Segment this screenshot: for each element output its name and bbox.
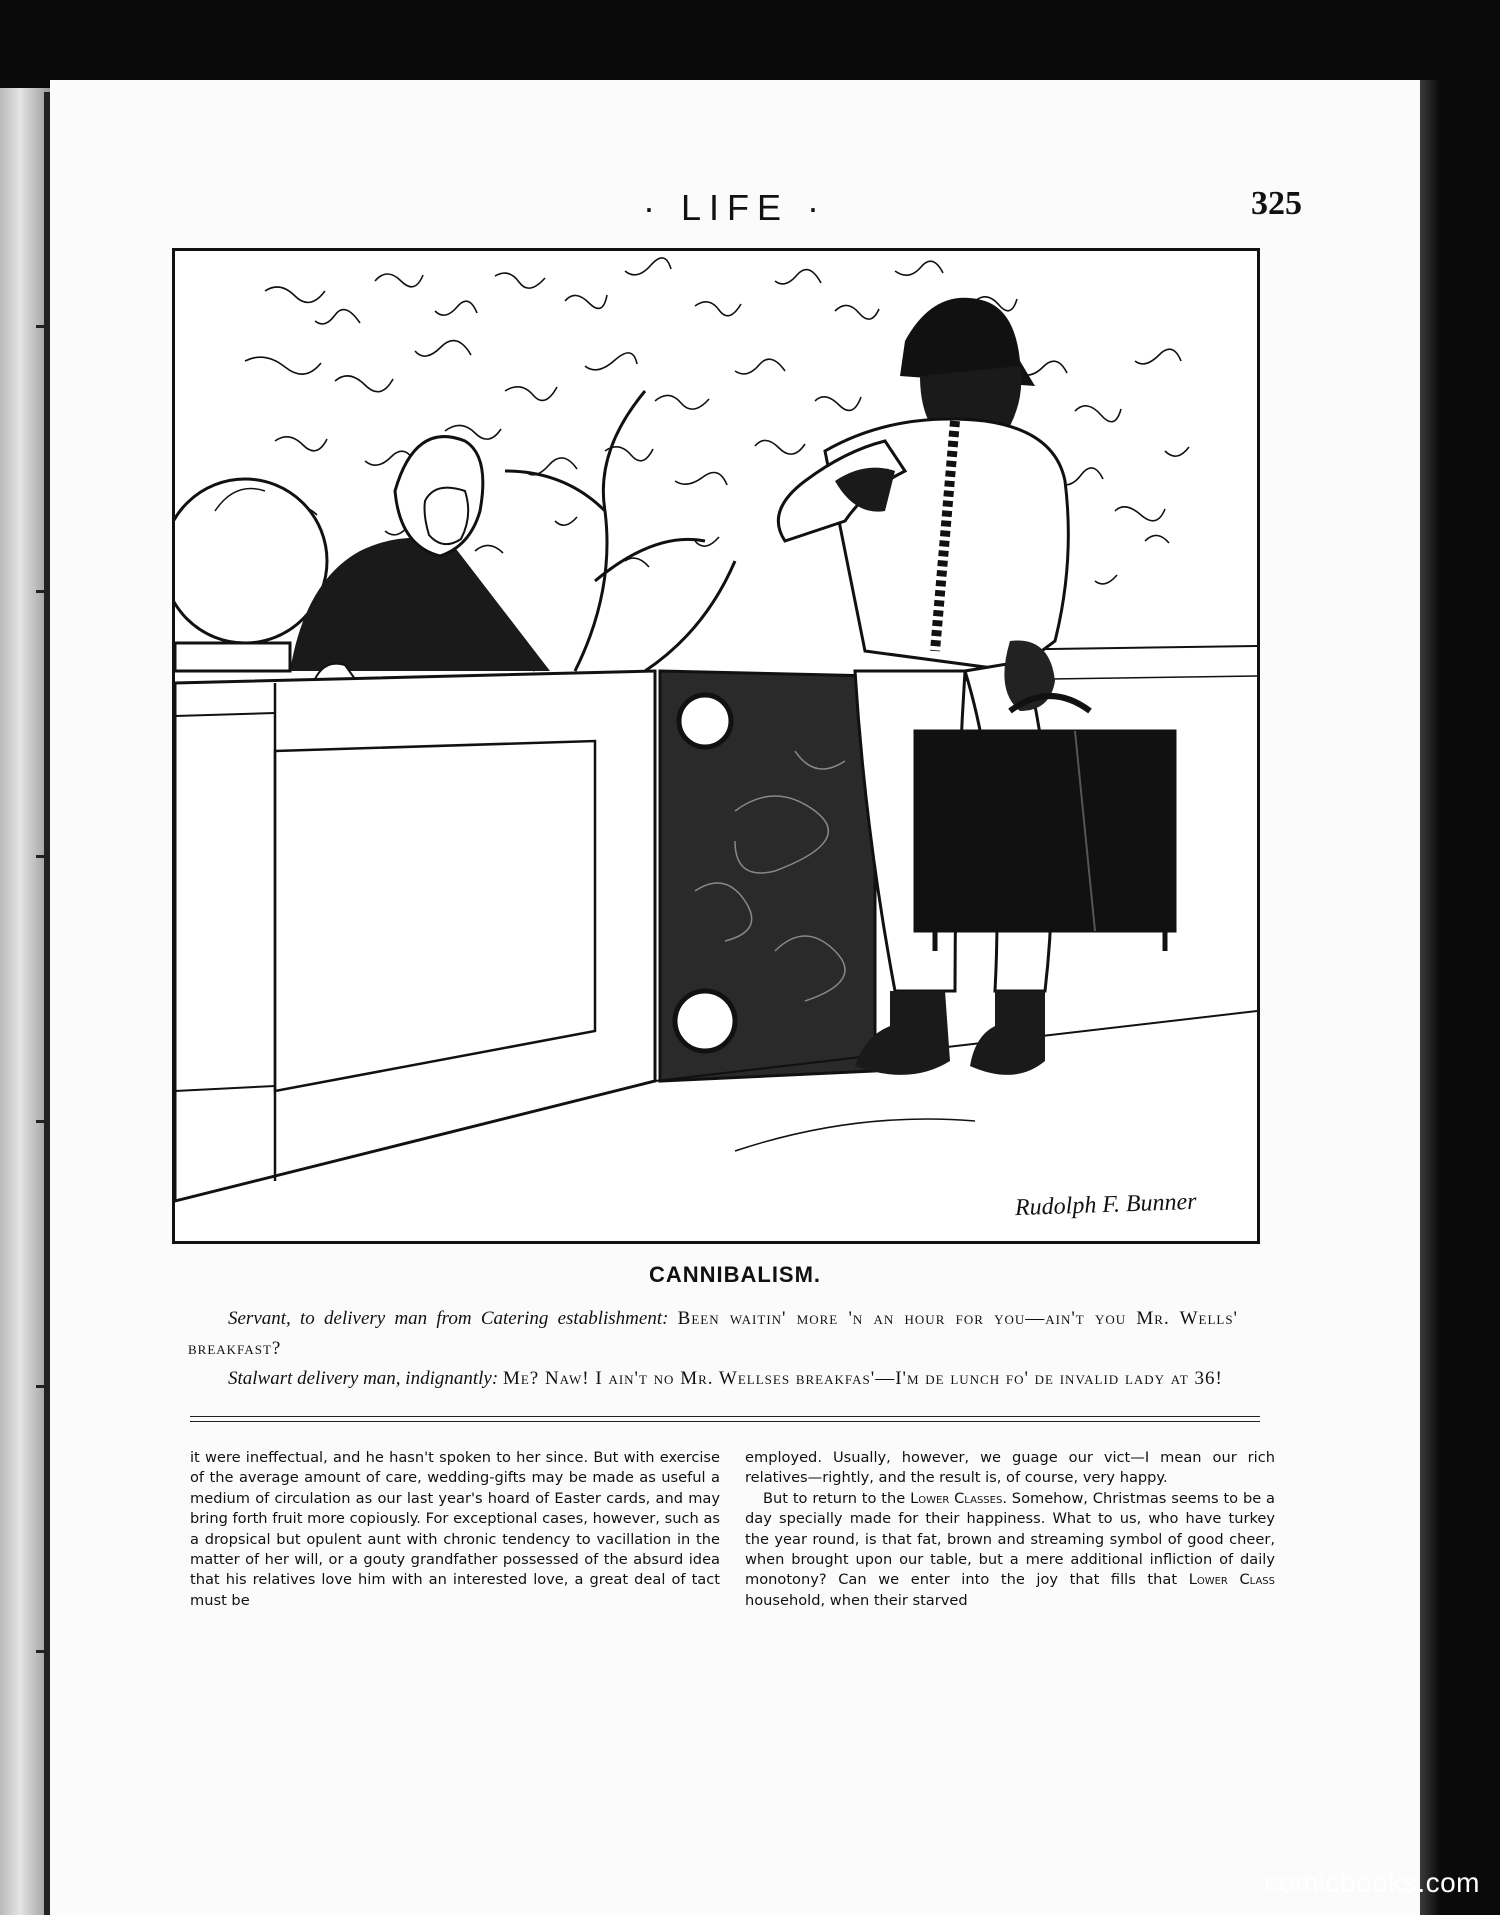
caption-speech: Been waitin' more 'n an hour for you—ain't you Mr. Wells' breakfast? xyxy=(188,1308,1238,1359)
masthead: · LIFE · xyxy=(642,187,827,228)
caption-speaker: Stalwart delivery man, indignantly: xyxy=(228,1368,499,1389)
gate-ornament xyxy=(675,991,735,1051)
binding-stitch xyxy=(36,1650,44,1653)
binding-stitch xyxy=(36,325,44,328)
caption-line xyxy=(188,1364,1238,1394)
article-paragraph: it were ineffectual, and he hasn't spoken to her since. But with exercise of the average amount of care, wedding-gifts may be made as useful a medium of circulation as our last year's hoard of Easter cards, and may bring forth fruit more copiously. For exceptional cases, however, such as a dropsical but opulent aunt with chronic tendency to vacillation in the matter of her will, or a gouty grandfather possessed of the absurd idea that his relatives love him with an interested love, a great deal of tact must be xyxy=(190,1449,720,1609)
watermark: comicbooks.com xyxy=(1264,1867,1480,1898)
caption-line xyxy=(188,1304,1238,1364)
cartoon-caption xyxy=(188,1304,1238,1394)
book-spine xyxy=(0,88,50,1915)
gate-ornament xyxy=(679,695,731,747)
servant-figure xyxy=(290,437,550,679)
cartoon-drawing xyxy=(175,251,1257,1241)
magazine-page xyxy=(50,80,1420,1915)
pillar-cap xyxy=(175,643,290,671)
wall-panel xyxy=(275,741,595,1091)
article-column-right xyxy=(745,1448,1275,1611)
section-rule xyxy=(190,1416,1260,1417)
caption-speech: Me? Naw! I ain't no Mr. Wellses breakfas'—I'm de lunch fo' de invalid lady at 36! xyxy=(502,1368,1223,1389)
binding-stitch xyxy=(36,1385,44,1388)
binding-stitch xyxy=(36,855,44,858)
binding-stitch xyxy=(36,1120,44,1123)
section-rule xyxy=(190,1421,1260,1422)
caption-title: CANNIBALISM. xyxy=(648,1262,822,1287)
delivery-case xyxy=(915,696,1175,951)
artist-signature: Rudolph F. Bunner xyxy=(1015,1188,1198,1222)
cartoon-illustration xyxy=(172,248,1260,1244)
page-edge-shadow xyxy=(1420,80,1440,1915)
caption-speaker: Servant, to delivery man from Catering establishment: xyxy=(228,1308,669,1329)
article-paragraph: But to return to the Lower Classes. Somehow, Christmas seems to be a day specially made for their happiness. What to us, who have turkey the year round, is that fat, brown and streaming symbol of good cheer, when brought upon our table, but a mere additional infliction of daily monotony? Can we enter into the joy that fills that Lower Class household, when their starved xyxy=(745,1489,1275,1609)
article-column-left xyxy=(190,1448,720,1611)
binding-stitch xyxy=(36,590,44,593)
article-paragraph: employed. Usually, however, we guage our vict—I mean our rich relatives—rightly, and the result is, of course, very happy. xyxy=(745,1449,1275,1487)
page-number: 325 xyxy=(1251,185,1302,222)
